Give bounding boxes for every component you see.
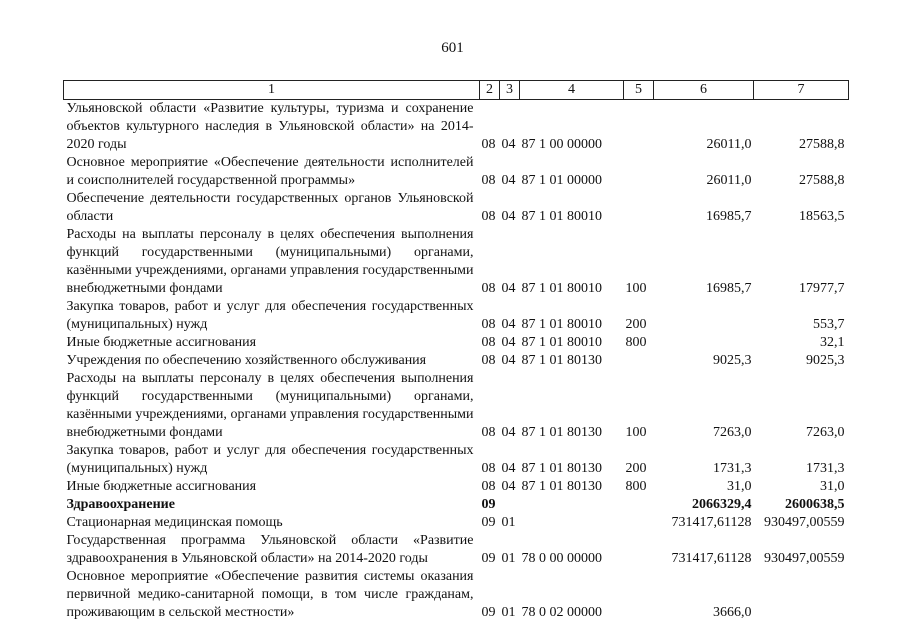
- table-row: [64, 298, 849, 334]
- row-amount-col6: 731417,61128: [671, 551, 752, 566]
- row-section: 08: [481, 479, 496, 494]
- header-col-5: 5: [624, 81, 654, 100]
- row-name: Учреждения по обеспечению хозяйственного обслуживания: [66, 353, 427, 368]
- row-name: Обеспечение деятельности государственных органов Ульяновской области: [66, 191, 474, 224]
- row-name: Иные бюджетные ассигнования: [66, 479, 257, 494]
- row-subsection: 01: [501, 515, 516, 530]
- table-row: [64, 568, 849, 622]
- table-row: [64, 496, 849, 514]
- row-expense-type: [624, 496, 654, 514]
- row-amount-col6: 26011,0: [706, 137, 752, 152]
- row-section: 09: [481, 551, 496, 566]
- table-row: [64, 190, 849, 226]
- row-expense-type: [624, 190, 654, 226]
- row-subsection: 04: [501, 461, 516, 476]
- row-expense-type: [624, 532, 654, 568]
- row-expense-type: [624, 514, 654, 532]
- row-expense-type: 100: [625, 425, 647, 440]
- row-section: 08: [481, 209, 496, 224]
- row-amount-col7: 553,7: [813, 317, 845, 332]
- header-col-6: 6: [654, 81, 754, 100]
- row-target-article: 87 1 01 80130: [521, 425, 602, 440]
- row-subsection: 04: [501, 335, 516, 350]
- row-target-article: 87 1 00 00000: [521, 137, 602, 152]
- row-expense-type: [624, 568, 654, 622]
- row-section: 08: [481, 353, 496, 368]
- row-subsection: 04: [501, 353, 516, 368]
- row-subsection: 01: [501, 605, 516, 620]
- row-name: Расходы на выплаты персоналу в целях обеспечения выполнения функций государственными (муниципальными) органами, казёнными учреждениями, органами управления государственными внебюджетными фондами: [66, 371, 474, 440]
- row-expense-type: 200: [625, 317, 647, 332]
- row-amount-col6: 16985,7: [706, 281, 752, 296]
- row-section: 09: [481, 605, 496, 620]
- row-target-article: 87 1 01 80010: [521, 281, 602, 296]
- row-target-article: 87 1 01 80130: [521, 479, 602, 494]
- table-row: [64, 514, 849, 532]
- row-target-article: 78 0 00 00000: [521, 551, 602, 566]
- header-col-2: 2: [480, 81, 500, 100]
- row-name: Государственная программа Ульяновской области «Развитие здравоохранения в Ульяновской области» на 2014-2020 годы: [66, 533, 474, 566]
- header-col-1: 1: [64, 81, 480, 100]
- row-expense-type: [624, 100, 654, 155]
- header-col-3: 3: [500, 81, 520, 100]
- budget-table: [63, 80, 849, 622]
- row-section: 08: [481, 317, 496, 332]
- row-amount-col7: 27588,8: [799, 137, 845, 152]
- table-row: [64, 478, 849, 496]
- row-expense-type: 200: [625, 461, 647, 476]
- row-target-article: 87 1 01 80010: [521, 317, 602, 332]
- table-row: [64, 370, 849, 442]
- table-body: [64, 100, 849, 623]
- table-row: [64, 226, 849, 298]
- row-amount-col7: 17977,7: [799, 281, 845, 296]
- row-amount-col7: 7263,0: [806, 425, 845, 440]
- row-amount-col7: 27588,8: [799, 173, 845, 188]
- row-name: Стационарная медицинская помощь: [66, 515, 283, 530]
- row-amount-col6: 26011,0: [706, 173, 752, 188]
- row-expense-type: 800: [625, 479, 647, 494]
- row-target-article: 87 1 01 80130: [521, 461, 602, 476]
- header-col-4: 4: [520, 81, 624, 100]
- table-row: [64, 532, 849, 568]
- row-section: 08: [481, 335, 496, 350]
- row-subsection: 01: [501, 551, 516, 566]
- table-row: [64, 100, 849, 155]
- row-name: Закупка товаров, работ и услуг для обеспечения государственных (муниципальных) нужд: [66, 299, 474, 332]
- row-section: 08: [481, 461, 496, 476]
- row-amount-col6: 31,0: [727, 479, 752, 494]
- row-subsection: 04: [501, 137, 516, 152]
- table-row: [64, 442, 849, 478]
- row-amount-col6: [654, 298, 754, 334]
- row-amount-col7: 2600638,5: [785, 497, 845, 512]
- row-amount-col6: [654, 334, 754, 352]
- row-target-article: 87 1 01 80130: [521, 353, 602, 368]
- row-amount-col7: 9025,3: [806, 353, 845, 368]
- row-name: Здравоохранение: [66, 497, 175, 512]
- row-section: 09: [481, 497, 496, 512]
- row-amount-col7: 930497,00559: [764, 551, 845, 566]
- row-subsection: 04: [501, 281, 516, 296]
- row-section: 08: [481, 281, 496, 296]
- table-row: [64, 352, 849, 370]
- row-expense-type: [624, 352, 654, 370]
- row-target-article: 87 1 01 80010: [521, 209, 602, 224]
- row-section: 08: [481, 137, 496, 152]
- row-amount-col7: 930497,00559: [764, 515, 845, 530]
- header-col-7: 7: [754, 81, 849, 100]
- row-amount-col7: [754, 568, 849, 622]
- page-number: 601: [441, 40, 464, 56]
- row-section: 09: [481, 515, 496, 530]
- row-name: Основное мероприятие «Обеспечение развития системы оказания первичной медико-санитарной помощи, в том числе гражданам, проживающим в сельской местности»: [66, 569, 474, 620]
- row-name: Ульяновской области «Развитие культуры, туризма и сохранение объектов культурного наследия в Ульяновской области» на 2014-2020 годы: [66, 101, 474, 152]
- row-amount-col7: 1731,3: [806, 461, 845, 476]
- row-amount-col7: 31,0: [820, 479, 845, 494]
- row-name: Основное мероприятие «Обеспечение деятельности исполнителей и соисполнителей государственной программы»: [66, 155, 474, 188]
- row-target-article: 87 1 01 80010: [521, 335, 602, 350]
- row-expense-type: 100: [625, 281, 647, 296]
- row-amount-col6: 3666,0: [713, 605, 752, 620]
- table-header-row: [64, 81, 849, 100]
- row-expense-type: 800: [625, 335, 647, 350]
- row-section: 08: [481, 425, 496, 440]
- row-subsection: 04: [501, 317, 516, 332]
- row-amount-col7: 18563,5: [799, 209, 845, 224]
- row-name: Закупка товаров, работ и услуг для обеспечения государственных (муниципальных) нужд: [66, 443, 474, 476]
- row-subsection: 04: [501, 425, 516, 440]
- row-amount-col7: 32,1: [820, 335, 845, 350]
- row-name: Расходы на выплаты персоналу в целях обеспечения выполнения функций государственными (муниципальными) органами, казёнными учреждениями, органами управления государственными внебюджетными фондами: [66, 227, 474, 296]
- row-section: 08: [481, 173, 496, 188]
- row-subsection: 04: [501, 209, 516, 224]
- row-amount-col6: 16985,7: [706, 209, 752, 224]
- row-subsection: 04: [501, 173, 516, 188]
- row-subsection: [500, 496, 520, 514]
- row-name: Иные бюджетные ассигнования: [66, 335, 257, 350]
- row-amount-col6: 1731,3: [713, 461, 752, 476]
- table-row: [64, 154, 849, 190]
- row-target-article: 87 1 01 00000: [521, 173, 602, 188]
- row-subsection: 04: [501, 479, 516, 494]
- row-target-article: [520, 496, 624, 514]
- row-amount-col6: 2066329,4: [692, 497, 752, 512]
- row-amount-col6: 7263,0: [713, 425, 752, 440]
- table-row: [64, 334, 849, 352]
- row-target-article: [520, 514, 624, 532]
- row-expense-type: [624, 154, 654, 190]
- row-amount-col6: 9025,3: [713, 353, 752, 368]
- row-target-article: 78 0 02 00000: [521, 605, 602, 620]
- row-amount-col6: 731417,61128: [671, 515, 752, 530]
